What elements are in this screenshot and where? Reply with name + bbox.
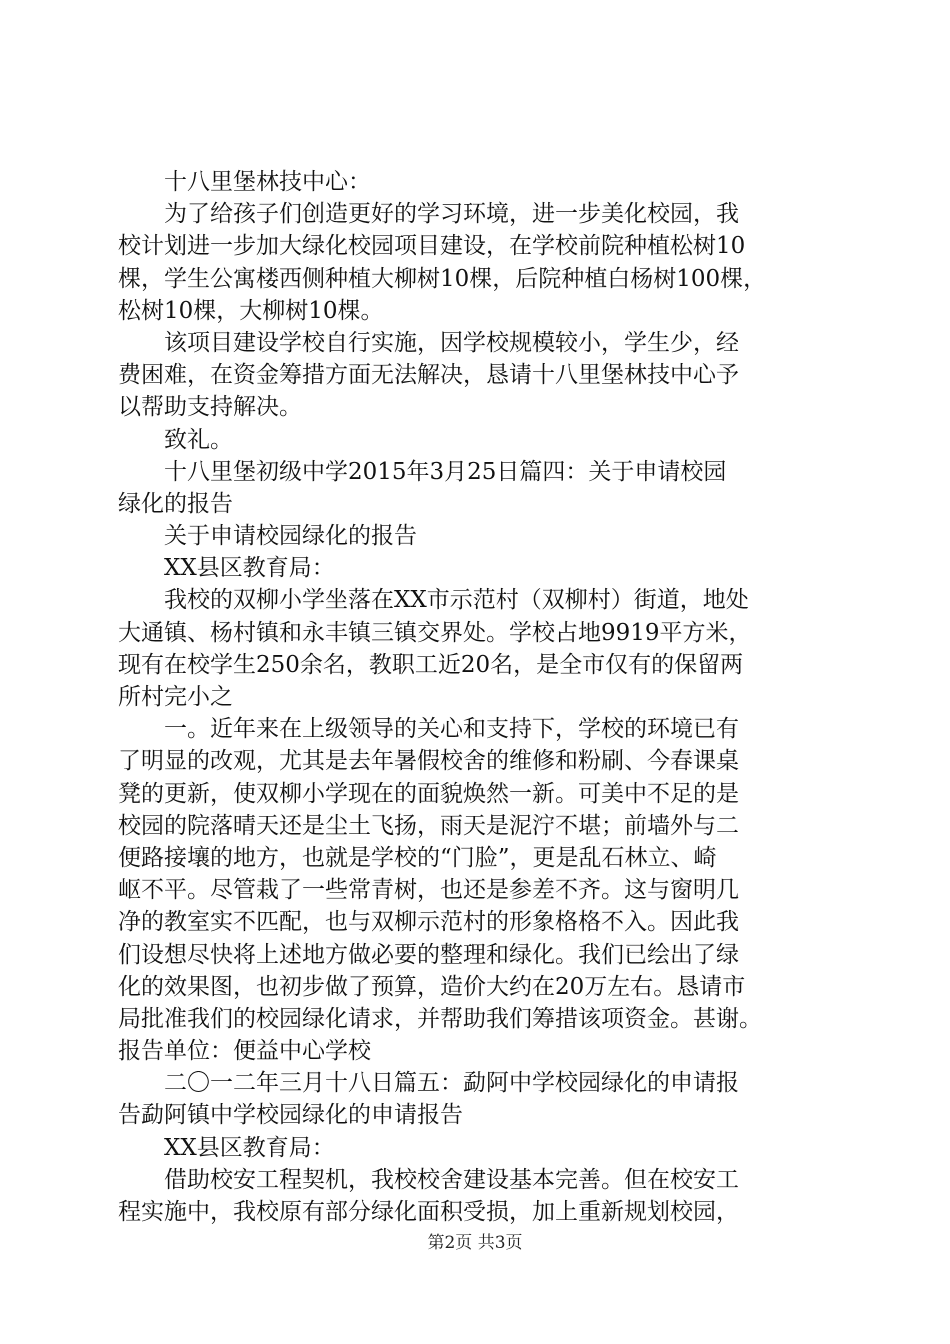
text-line: 告勐阿镇中学校园绿化的申请报告	[118, 1102, 463, 1129]
text-line: 棵，学生公寓楼西侧种植大柳树10棵，后院种植白杨树100棵，	[118, 265, 767, 292]
text-line: 校计划进一步加大绿化校园项目建设，在学校前院种植松树10	[118, 233, 746, 260]
text-line: 一。近年来在上级领导的关心和支持下，学校的环境已有	[118, 716, 739, 743]
text-line: 大通镇、杨村镇和永丰镇三镇交界处。学校占地9919平方米，	[118, 619, 752, 646]
text-line: 十八里堡林技中心：	[118, 169, 371, 195]
document-body	[118, 166, 858, 1228]
text-line: 凳的更新，使双柳小学现在的面貌焕然一新。可美中不足的是	[118, 780, 739, 807]
text-line: 们设想尽快将上述地方做必要的整理和绿化。我们已绘出了绿	[118, 941, 739, 968]
text-line: 报告单位：便益中心学校	[118, 1038, 371, 1065]
text-line: 绿化的报告	[118, 490, 233, 517]
text-line: 借助校安工程契机，我校校舍建设基本完善。但在校安工	[118, 1166, 739, 1193]
text-line: 校园的院落晴天还是尘土飞扬，雨天是泥泞不堪；前墙外与二	[118, 812, 739, 839]
text-line: 了明显的改观，尤其是去年暑假校舍的维修和粉刷、今春课桌	[118, 748, 739, 775]
text-line: 我校的双柳小学坐落在XX市示范村（双柳村）街道，地处	[118, 587, 749, 614]
text-line: 费困难，在资金筹措方面无法解决，恳请十八里堡林技中心予	[118, 362, 739, 389]
text-line: 岖不平。尽管栽了一些常青树，也还是参差不齐。这与窗明几	[118, 877, 739, 904]
text-line: 以帮助支持解决。	[118, 394, 302, 421]
text-line: 净的教室实不匹配，也与双柳示范村的形象格格不入。因此我	[118, 909, 739, 936]
text-line: 程实施中，我校原有部分绿化面积受损，加上重新规划校园，	[118, 1199, 739, 1225]
text-line: 化的效果图，也初步做了预算，造价大约在20万左右。恳请市	[118, 973, 746, 1000]
text-line: 现有在校学生250余名，教职工近20名，是全市仅有的保留两	[118, 651, 744, 678]
text-line: 松树10棵，大柳树10棵。	[118, 297, 384, 324]
text-line: 关于申请校园绿化的报告	[118, 523, 417, 550]
text-line: 致礼。	[118, 426, 233, 453]
text-line: 二〇一二年三月十八日篇五：勐阿中学校园绿化的申请报	[118, 1070, 739, 1097]
text-line: 所村完小之	[118, 684, 233, 710]
page-footer: 第2页 共3页	[427, 1233, 523, 1253]
text-line: 局批准我们的校园绿化请求，并帮助我们筹措该项资金。甚谢。	[118, 1005, 762, 1032]
text-line: XX县区教育局：	[118, 1134, 335, 1161]
text-line: 为了给孩子们创造更好的学习环境，进一步美化校园，我	[118, 201, 739, 228]
text-line: 便路接壤的地方，也就是学校的“门脸”，更是乱石林立、崎	[118, 844, 717, 871]
text-line: XX县区教育局：	[118, 555, 335, 582]
text-line: 十八里堡初级中学2015年3月25日篇四：关于申请校园	[118, 458, 727, 485]
text-line: 该项目建设学校自行实施，因学校规模较小，学生少，经	[118, 329, 739, 356]
